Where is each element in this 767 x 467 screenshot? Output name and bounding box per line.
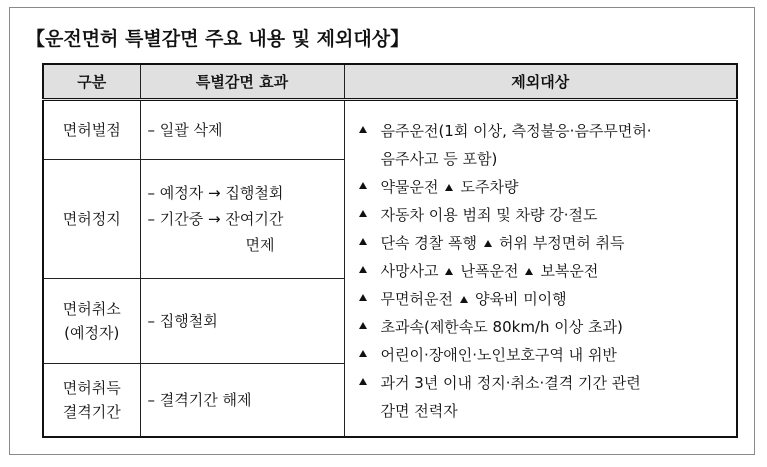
exclusion-cell [344,100,737,438]
triangle-bullet-icon [359,322,367,329]
triangle-bullet-icon [445,184,453,191]
exclusion-text: 무면허운전 [380,290,453,308]
category-line: 면허취득 [62,379,121,397]
row-effect [140,100,344,160]
category-line: (예정자) [64,324,120,342]
list-item [359,229,729,257]
header-effect: 특별감면 효과 [140,64,344,100]
list-item [359,173,729,201]
effect-line: – 집행철회 [147,312,218,330]
triangle-bullet-icon [359,238,367,245]
exclusion-text: 허위 부정면허 취득 [498,234,625,252]
triangle-bullet-icon [359,182,367,189]
list-item [359,369,729,425]
list-item [359,117,729,173]
exclusion-text: 초과속(제한속도 80km/h 이상 초과) [380,318,623,336]
header-exclusions: 제외대상 [344,64,737,100]
exclusion-text: 과거 3년 이내 정지·취소·결격 기간 관련 [380,374,641,392]
category-line: 면허취소 [62,300,121,318]
exclusion-text: 음주사고 등 포함) [380,150,498,168]
triangle-bullet-icon [359,378,367,385]
exclusion-text: 양육비 미이행 [474,290,567,308]
exclusion-text: 보복운전 [540,262,599,280]
row-category [43,364,140,438]
triangle-bullet-icon [525,268,533,275]
triangle-bullet-icon [359,210,367,217]
table-row [43,100,737,160]
row-effect [140,160,344,279]
list-item [359,285,729,313]
exclusion-text: 자동차 이용 범죄 및 차량 강·절도 [380,206,598,224]
list-item [359,313,729,341]
list-item [359,201,729,229]
table-header-row [43,64,737,100]
category-line: 결격기간 [62,403,121,421]
row-category: 면허벌점 [43,100,140,160]
row-effect [140,279,344,364]
list-item [359,341,729,369]
effect-line: – 예정자 → 집행철회 [147,184,284,202]
exclusion-text: 약물운전 [380,178,439,196]
triangle-bullet-icon [484,240,492,247]
triangle-bullet-icon [445,268,453,275]
license-reduction-table [42,63,738,438]
triangle-bullet-icon [359,294,367,301]
document-title: 【운전면허 특별감면 주요 내용 및 제외대상】 [26,28,410,50]
triangle-bullet-icon [359,266,367,273]
exclusion-text: 난폭운전 [460,262,519,280]
effect-line: – 일괄 삭제 [147,121,223,139]
effect-line: 면제 [245,236,275,254]
triangle-bullet-icon [359,126,367,133]
exclusion-text: 도주차량 [460,178,519,196]
row-effect [140,364,344,438]
triangle-bullet-icon [460,296,468,303]
list-item [359,257,729,285]
exclusion-text: 어린이·장애인·노인보호구역 내 위반 [380,346,617,364]
exclusion-list [359,117,729,425]
exclusion-text: 사망사고 [380,262,439,280]
effect-line: – 기간중 → 잔여기간 [147,210,284,228]
row-category [43,279,140,364]
exclusion-text: 음주운전(1회 이상, 측정불응·음주무면허· [380,122,652,140]
row-category: 면허정지 [43,160,140,279]
exclusion-text: 단속 경찰 폭행 [380,234,477,252]
triangle-bullet-icon [359,350,367,357]
effect-line: – 결격기간 해제 [147,391,252,409]
header-category: 구분 [43,64,140,100]
exclusion-text: 감면 전력자 [380,402,458,420]
